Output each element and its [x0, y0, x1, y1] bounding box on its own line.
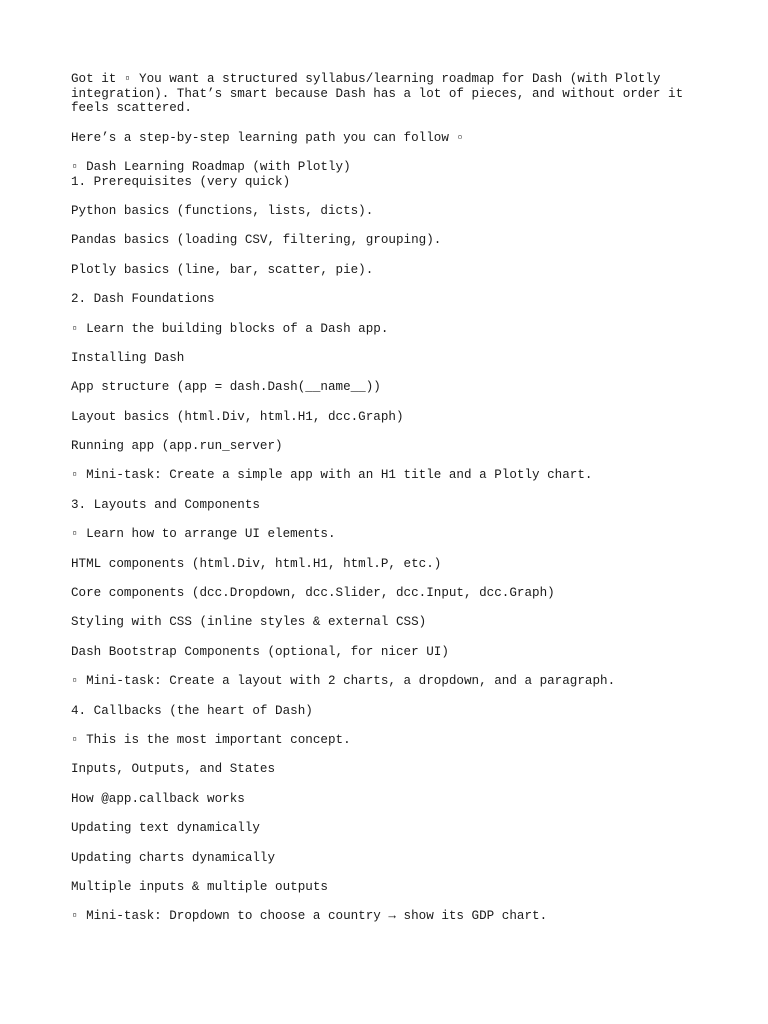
list-item: Plotly basics (line, bar, scatter, pie).: [71, 262, 374, 277]
list-item: Styling with CSS (inline styles & external CSS): [71, 615, 427, 630]
section-heading-foundations: 2. Dash Foundations: [71, 292, 215, 307]
list-item: App structure (app = dash.Dash(__name__)): [71, 380, 381, 395]
document-body: [71, 72, 711, 924]
list-item: Inputs, Outputs, and States: [71, 762, 276, 777]
mini-task: ▫ Mini-task: Dropdown to choose a country → show its GDP chart.: [71, 909, 548, 924]
section-heading-prerequisites: 1. Prerequisites (very quick): [71, 174, 291, 189]
list-item: Python basics (functions, lists, dicts).: [71, 203, 374, 218]
list-item: Updating charts dynamically: [71, 850, 276, 865]
list-item: How @app.callback works: [71, 791, 245, 806]
list-item: Pandas basics (loading CSV, filtering, grouping).: [71, 233, 442, 248]
mini-task: ▫ Mini-task: Create a layout with 2 charts, a dropdown, and a paragraph.: [71, 674, 616, 689]
list-item: HTML components (html.Div, html.H1, html.P, etc.): [71, 556, 442, 571]
mini-task: ▫ Mini-task: Create a simple app with an H1 title and a Plotly chart.: [71, 468, 593, 483]
section-heading-layouts: 3. Layouts and Components: [71, 497, 260, 512]
section-note: ▫ This is the most important concept.: [71, 732, 351, 747]
section-note: ▫ Learn the building blocks of a Dash app.: [71, 321, 389, 336]
list-item: Layout basics (html.Div, html.H1, dcc.Graph): [71, 409, 404, 424]
list-item: Multiple inputs & multiple outputs: [71, 879, 328, 894]
intro-paragraph: Got it ▫ You want a structured syllabus/learning roadmap for Dash (with Plotly integration). That’s smart because Dash has a lot of pieces, and without order it feels scattered.: [71, 72, 691, 116]
list-item: Installing Dash: [71, 350, 185, 365]
list-item: Core components (dcc.Dropdown, dcc.Slider, dcc.Input, dcc.Graph): [71, 586, 555, 601]
list-item: Dash Bootstrap Components (optional, for nicer UI): [71, 644, 449, 659]
section-heading-callbacks: 4. Callbacks (the heart of Dash): [71, 703, 313, 718]
list-item: Running app (app.run_server): [71, 439, 283, 454]
roadmap-title: ▫ Dash Learning Roadmap (with Plotly): [71, 159, 351, 174]
intro-follow-line: Here’s a step-by-step learning path you can follow ▫: [71, 130, 464, 145]
section-note: ▫ Learn how to arrange UI elements.: [71, 527, 336, 542]
list-item: Updating text dynamically: [71, 821, 260, 836]
